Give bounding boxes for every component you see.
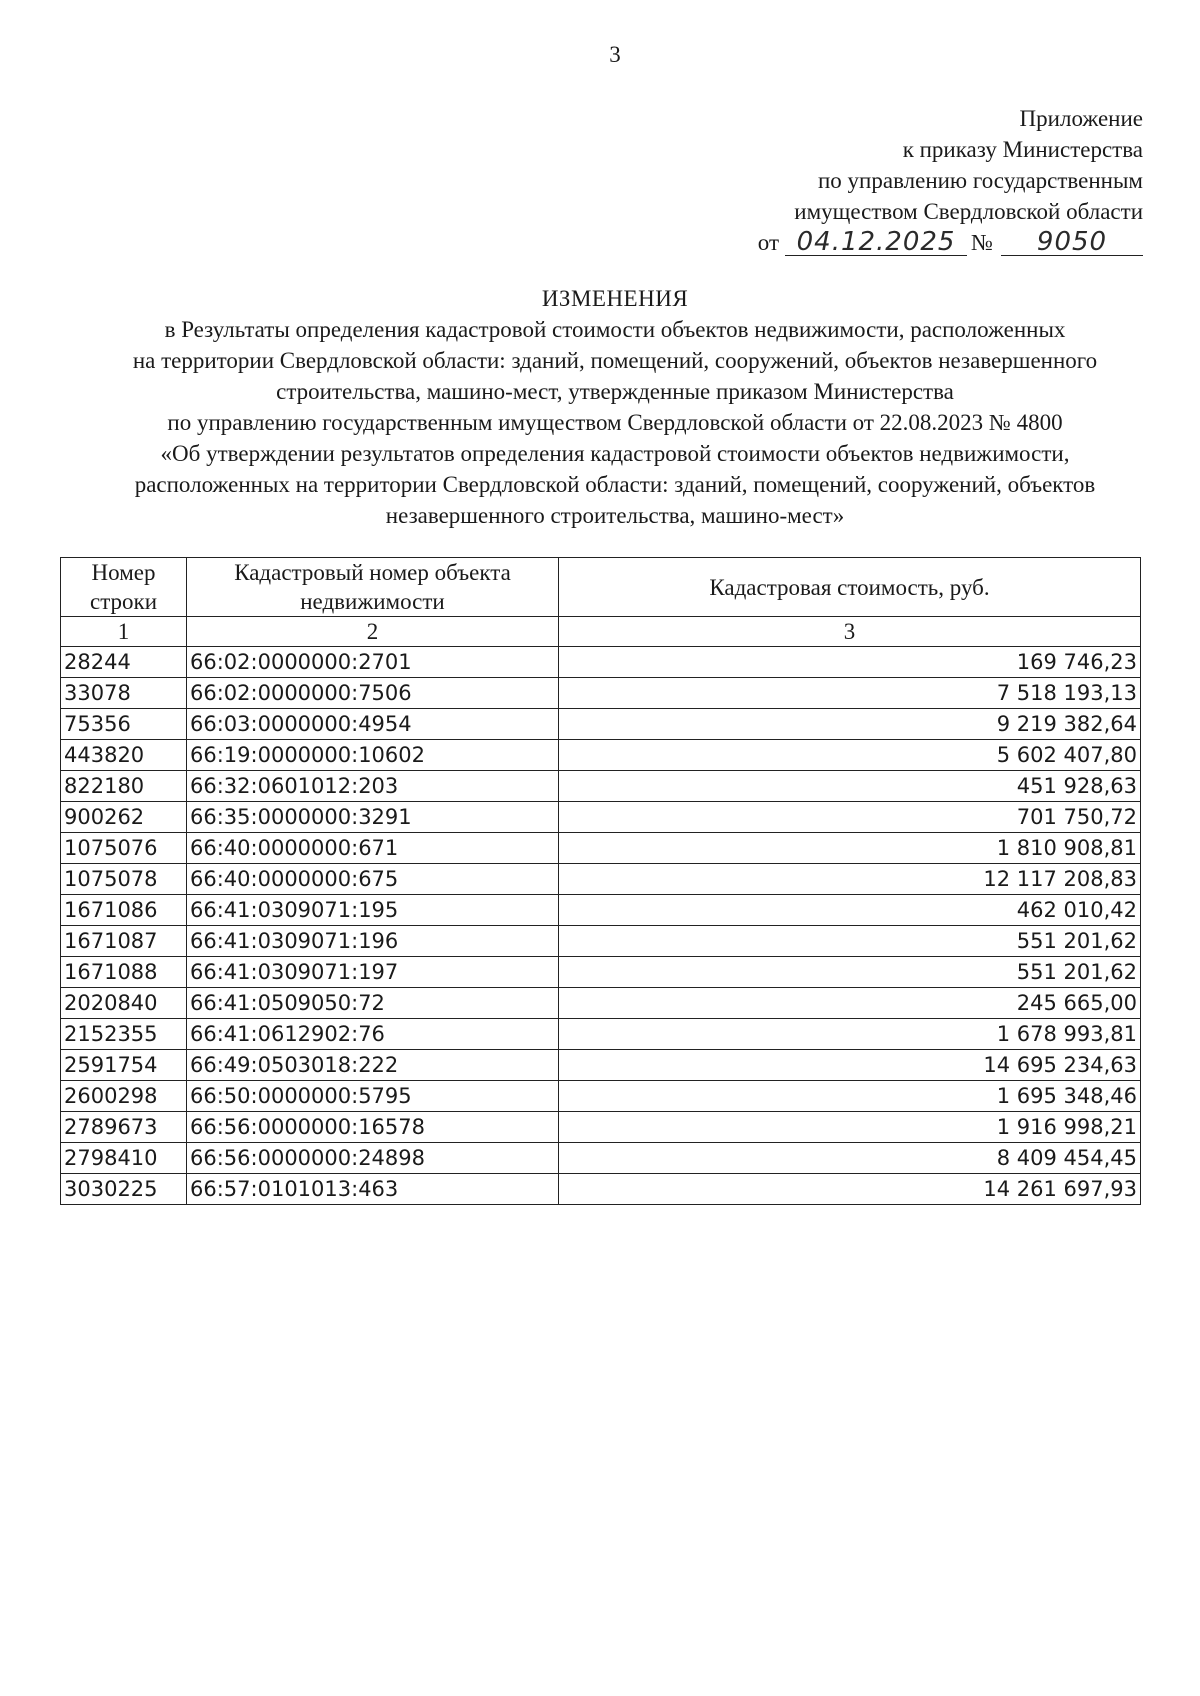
cadastral-number-cell: 66:19:0000000:10602 [187,740,559,771]
table-row [61,895,1141,926]
row-number-cell: 1671087 [61,926,187,957]
row-number-cell: 2020840 [61,988,187,1019]
cadastral-cost-cell: 14 261 697,93 [559,1174,1141,1205]
cadastral-cost-cell: 12 117 208,83 [559,864,1141,895]
cadastral-number-cell: 66:02:0000000:7506 [187,678,559,709]
cadastral-number-cell: 66:02:0000000:2701 [187,647,559,678]
row-number-cell: 2152355 [61,1019,187,1050]
header-text: недвижимости [300,589,445,614]
row-number-cell: 2789673 [61,1112,187,1143]
heading-line: по управлению государственным имуществом Свердловской области от 22.08.2023 № 4800 [167,410,1063,435]
heading-line: незавершенного строительства, машино-мест» [385,503,845,528]
heading-line: строительства, машино-мест, утвержденные приказом Министерства [276,379,954,404]
row-number-cell: 75356 [61,709,187,740]
table-header-row [61,558,1141,617]
row-number-cell: 1671088 [61,957,187,988]
row-number-cell: 1671086 [61,895,187,926]
cadastral-cost-cell: 169 746,23 [559,647,1141,678]
appendix-line: Приложение [1019,106,1143,131]
order-date-line [758,227,1143,258]
column-index-row [61,617,1141,647]
date-prefix: от [757,230,780,255]
cadastral-number-cell: 66:32:0601012:203 [187,771,559,802]
row-number-cell: 2591754 [61,1050,187,1081]
row-number-cell: 28244 [61,647,187,678]
appendix-line: к приказу Министерства [902,137,1143,162]
table-row [61,1174,1141,1205]
heading-line: в Результаты определения кадастровой стоимости объектов недвижимости, расположенных [164,317,1066,342]
header-text: строки [89,589,158,614]
table-row [61,957,1141,988]
cadastral-cost-cell: 7 518 193,13 [559,678,1141,709]
table-row [61,709,1141,740]
table-row [61,740,1141,771]
number-sign: № [971,230,993,255]
header-row-number [61,558,187,617]
page-number: 3 [609,42,621,67]
table-row [61,678,1141,709]
table-row [61,1112,1141,1143]
cadastral-cost-cell: 9 219 382,64 [559,709,1141,740]
table-row [61,771,1141,802]
cadastral-cost-cell: 8 409 454,45 [559,1143,1141,1174]
table-row [61,926,1141,957]
heading-line: расположенных на территории Свердловской области: зданий, помещений, сооружений, объектов [134,472,1096,497]
column-index: 3 [559,617,1141,647]
table-row [61,802,1141,833]
table-row [61,647,1141,678]
table-row [61,1019,1141,1050]
cadastral-cost-cell: 551 201,62 [559,926,1141,957]
heading-title: ИЗМЕНЕНИЯ [541,286,689,311]
cadastral-number-cell: 66:57:0101013:463 [187,1174,559,1205]
row-number-cell: 900262 [61,802,187,833]
cadastral-number-cell: 66:40:0000000:671 [187,833,559,864]
cadastral-number-cell: 66:41:0309071:196 [187,926,559,957]
cadastral-number-cell: 66:41:0309071:195 [187,895,559,926]
cadastral-cost-cell: 451 928,63 [559,771,1141,802]
table-row [61,988,1141,1019]
cadastral-number-cell: 66:41:0612902:76 [187,1019,559,1050]
header-text: Номер [91,560,156,585]
row-number-cell: 1075076 [61,833,187,864]
cadastral-cost-cell: 551 201,62 [559,957,1141,988]
heading-line: на территории Свердловской области: зданий, помещений, сооружений, объектов незавершенного [132,348,1098,373]
table-row [61,833,1141,864]
cadastral-cost-cell: 1 678 993,81 [559,1019,1141,1050]
column-index: 2 [187,617,559,647]
cadastral-number-cell: 66:56:0000000:24898 [187,1143,559,1174]
column-index: 1 [61,617,187,647]
header-cadastral-cost: Кадастровая стоимость, руб. [559,558,1141,617]
appendix-line: по управлению государственным [818,168,1143,193]
handwritten-date: 04.12.2025 [785,229,967,256]
cadastral-number-cell: 66:03:0000000:4954 [187,709,559,740]
cadastral-number-cell: 66:56:0000000:16578 [187,1112,559,1143]
row-number-cell: 443820 [61,740,187,771]
cadastral-cost-cell: 14 695 234,63 [559,1050,1141,1081]
cadastral-number-cell: 66:41:0509050:72 [187,988,559,1019]
appendix-block [758,103,1143,258]
row-number-cell: 822180 [61,771,187,802]
cadastral-number-cell: 66:49:0503018:222 [187,1050,559,1081]
cadastral-cost-cell: 245 665,00 [559,988,1141,1019]
row-number-cell: 2798410 [61,1143,187,1174]
row-number-cell: 1075078 [61,864,187,895]
cadastral-number-cell: 66:35:0000000:3291 [187,802,559,833]
table-row [61,864,1141,895]
cadastral-cost-cell: 1 916 998,21 [559,1112,1141,1143]
cadastral-value-table [60,557,1141,1205]
table-row [61,1081,1141,1112]
cadastral-cost-cell: 462 010,42 [559,895,1141,926]
table-body [61,647,1141,1205]
appendix-line: имуществом Свердловской области [794,199,1143,224]
document-heading [60,283,1170,531]
row-number-cell: 33078 [61,678,187,709]
cadastral-cost-cell: 1 810 908,81 [559,833,1141,864]
cadastral-number-cell: 66:40:0000000:675 [187,864,559,895]
cadastral-number-cell: 66:41:0309071:197 [187,957,559,988]
cadastral-cost-cell: 1 695 348,46 [559,1081,1141,1112]
table-row [61,1050,1141,1081]
row-number-cell: 3030225 [61,1174,187,1205]
cadastral-cost-cell: 701 750,72 [559,802,1141,833]
handwritten-order-number: 9050 [1001,229,1143,256]
cadastral-cost-cell: 5 602 407,80 [559,740,1141,771]
header-text: Кадастровый номер объекта [234,560,511,585]
heading-line: «Об утверждении результатов определения кадастровой стоимости объектов недвижимости, [160,441,1070,466]
header-cadastral-number [187,558,559,617]
table-row [61,1143,1141,1174]
row-number-cell: 2600298 [61,1081,187,1112]
cadastral-number-cell: 66:50:0000000:5795 [187,1081,559,1112]
